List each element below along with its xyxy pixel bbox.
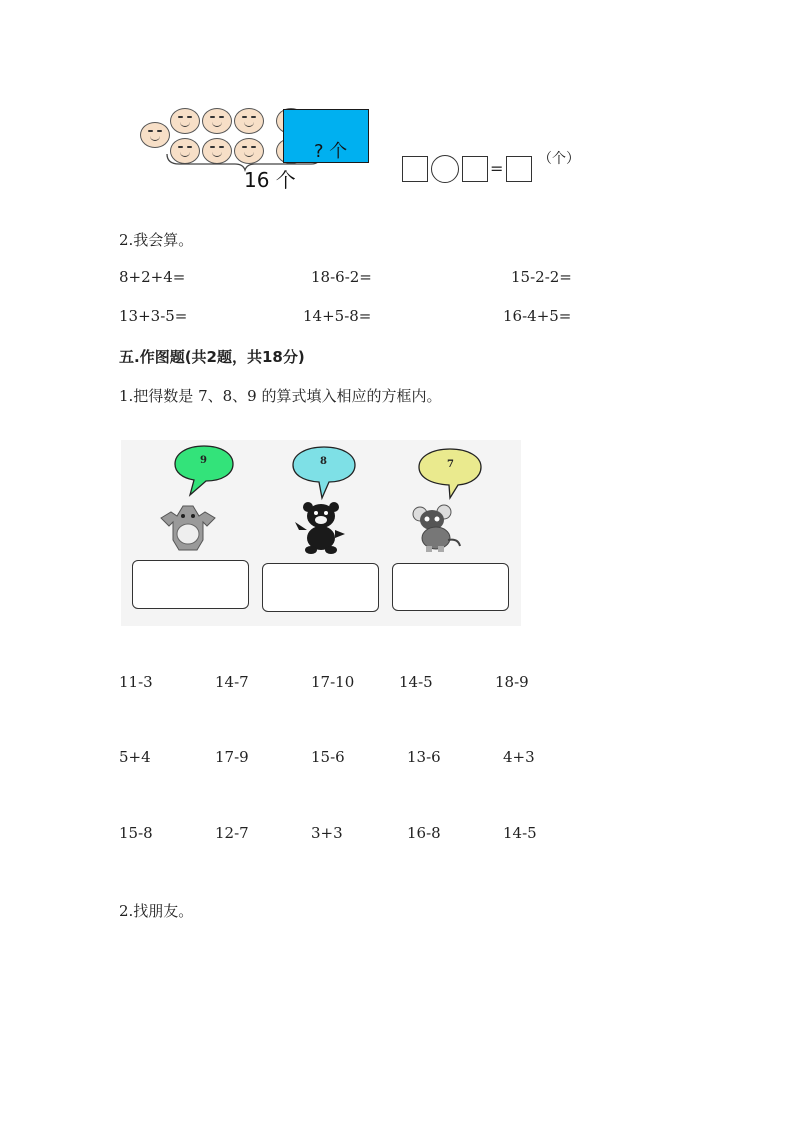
expression-item[interactable]: 3+3 — [311, 824, 343, 842]
answer-square-2[interactable] — [462, 156, 488, 182]
speech-bubble-7 — [415, 447, 485, 501]
calc-item: 14+5-8= — [303, 307, 372, 325]
expression-item[interactable]: 15-6 — [311, 748, 345, 766]
smiley-face-icon — [234, 108, 264, 134]
expression-item[interactable]: 15-8 — [119, 824, 153, 842]
q2-title: 2.我会算。 — [119, 231, 194, 249]
equals-sign: = — [490, 159, 504, 178]
expression-item[interactable]: 4+3 — [503, 748, 535, 766]
total-quantity-label: 16 个 — [244, 168, 296, 192]
answer-box-8[interactable] — [262, 563, 379, 612]
bubble-value: 8 — [320, 456, 327, 467]
calc-item: 18-6-2= — [311, 268, 372, 286]
answer-square-1[interactable] — [402, 156, 428, 182]
calc-item: 8+2+4= — [119, 268, 186, 286]
mouse-figure-icon — [410, 502, 462, 554]
smiley-face-icon — [202, 108, 232, 134]
bubble-value: 9 — [200, 455, 207, 466]
section-heading: 五.作图题(共2题，共18分) — [119, 348, 305, 366]
expression-item[interactable]: 14-5 — [399, 673, 433, 691]
expression-item[interactable]: 13-6 — [407, 748, 441, 766]
calc-item: 13+3-5= — [119, 307, 188, 325]
unit-label: （个） — [538, 151, 580, 167]
expression-item[interactable]: 17-10 — [311, 673, 355, 691]
expression-item[interactable]: 14-7 — [215, 673, 249, 691]
smiley-face-icon — [140, 122, 170, 148]
expression-item[interactable]: 5+4 — [119, 748, 151, 766]
expression-item[interactable]: 12-7 — [215, 824, 249, 842]
bear-figure-icon — [293, 500, 349, 554]
operator-circle[interactable] — [431, 155, 459, 183]
q2-find-friends-title: 2.找朋友。 — [119, 902, 194, 920]
expression-item[interactable]: 18-9 — [495, 673, 529, 691]
smiley-face-icon — [170, 108, 200, 134]
hidden-quantity-label: ? 个 — [314, 141, 348, 162]
expression-item[interactable]: 11-3 — [119, 673, 153, 691]
cat-figure-icon — [157, 500, 219, 552]
expression-item[interactable]: 14-5 — [503, 824, 537, 842]
calc-item: 16-4+5= — [503, 307, 572, 325]
speech-bubble-8 — [289, 445, 359, 501]
expression-item[interactable]: 17-9 — [215, 748, 249, 766]
expression-item[interactable]: 16-8 — [407, 824, 441, 842]
q1-instruction: 1.把得数是 7、8、9 的算式填入相应的方框内。 — [119, 387, 442, 405]
speech-bubble-9 — [172, 444, 236, 498]
bubble-value: 7 — [447, 459, 454, 470]
calc-item: 15-2-2= — [511, 268, 572, 286]
answer-box-7[interactable] — [392, 563, 509, 611]
answer-box-9[interactable] — [132, 560, 249, 609]
answer-square-result[interactable] — [506, 156, 532, 182]
